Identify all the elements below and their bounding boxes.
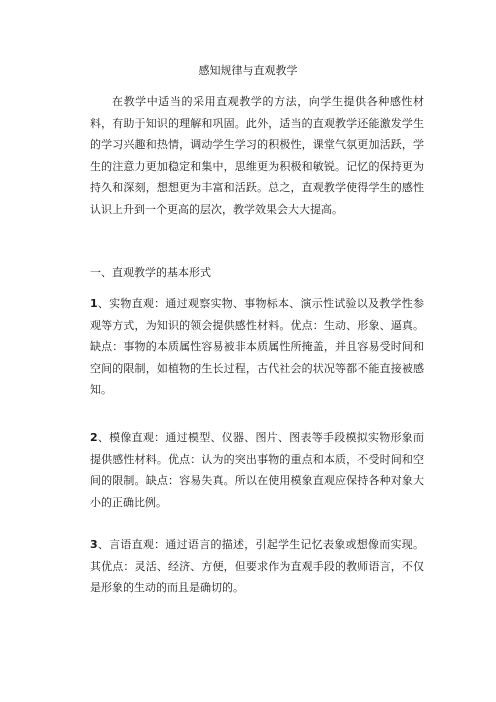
intro-paragraph: 在教学中适当的采用直观教学的方法，向学生提供各种感性材料，有助于知识的理解和巩固。此外，适当的直观教学还能激发学生的学习兴趣和热情，调动学生学习的积极性，课堂气氛更加活跃，学生的注意力更加稳定和集中，思维更为积极和敏锐。记忆的保持更为持久和深刻，想想更为丰富和活跃。总之，直观教学使得学生的感性认识上升到一个更高的层次，教学效果会大大提高。 <box>90 95 424 216</box>
item-number: 3 <box>90 538 98 551</box>
item-number: 1 <box>90 297 98 310</box>
item-text: 、言语直观：通过语言的描述，引起学生记忆表象或想像而实现。其优点：灵活、经济、方便，但要求作为直观手段的教师语言，不仅是形象的生动的而且是确切的。 <box>90 538 424 595</box>
list-item <box>90 427 424 513</box>
item-number: 2 <box>90 431 98 444</box>
item-text: 、实物直观：通过观察实物、事物标本、演示性试验以及教学性参观等方式，为知识的领会提供感性材料。优点：生动、形象、逼真。缺点：事物的本质属性容易被非本质属性所掩盖，并且容易受时间和空间的限制，如植物的生长过程，古代社会的状况等都不能直接被感知。 <box>90 297 424 397</box>
list-item <box>90 293 424 401</box>
item-text: 、模像直观：通过模型、仪器、图片、图表等手段模拟实物形象而提供感性材料。优点：认为的突出事物的重点和本质，不受时间和空间的限制。缺点：容易失真。所以在使用模象直观应保持各种对象大小的正确比例。 <box>90 431 424 509</box>
document-title: 感知规律与直观教学 <box>198 64 298 77</box>
section-heading: 一、直观教学的基本形式 <box>90 266 211 279</box>
list-item <box>90 534 424 599</box>
